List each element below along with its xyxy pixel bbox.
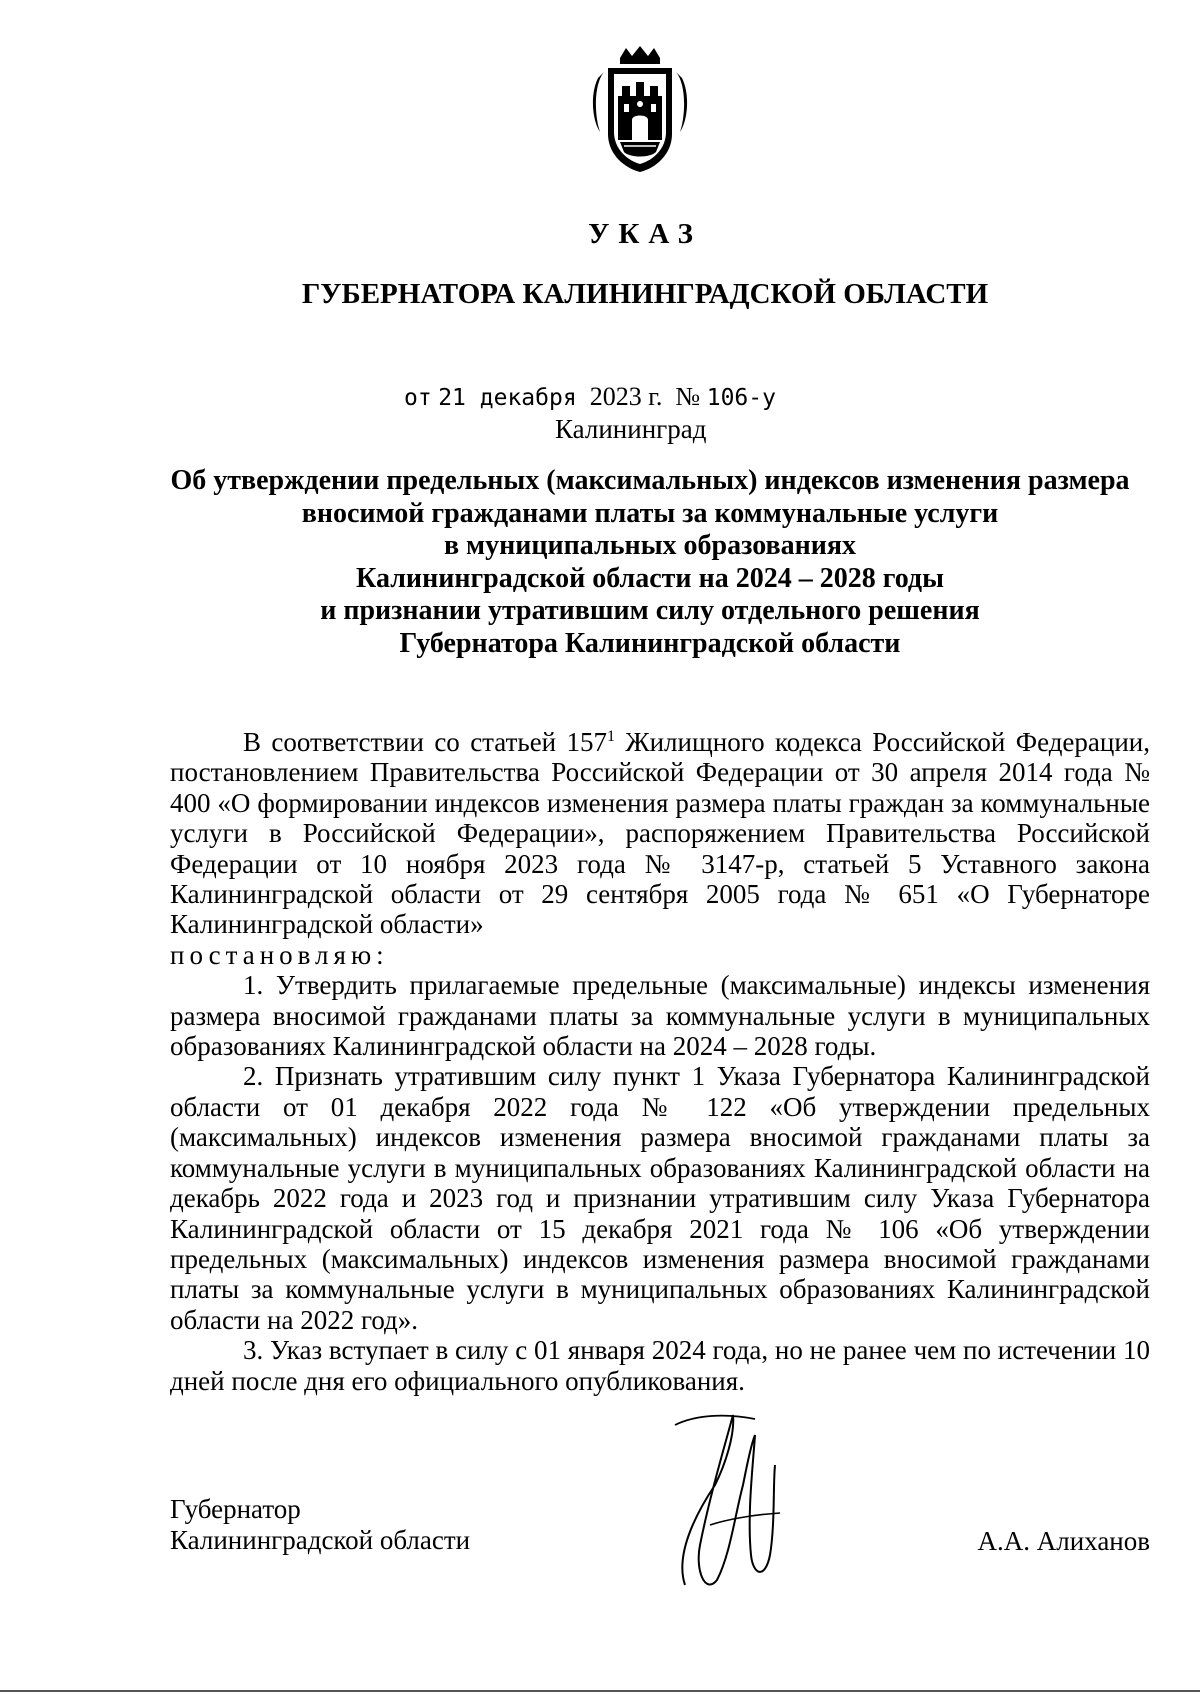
preamble-text-start: В соответствии со статьей 157 [243, 727, 608, 757]
item-2-paragraph: 2. Признать утратившим силу пункт 1 Указа Губернатора Калининградской области от 01 декабря 2022 года № 122 «Об утверждении предельных (максимальных) индексов изменения размера вносимой гражданами платы за коммунальные услуги в муниципальных образованиях Калининградской области на декабрь 2022 года и 2023 год и признании утратившим силу Указа Губернатора Калининградской области от 15 декабря 2021 года № 106 «Об утверждении предельных (максимальных) индексов изменения размера вносимой гражданами платы за коммунальные услуги в муниципальных образованиях Калининградской области на 2022 год». [170, 1061, 1150, 1335]
preamble-paragraph [170, 727, 1150, 940]
article-superscript: 1 [607, 728, 616, 745]
date-prefix: от [404, 385, 432, 411]
decree-body [170, 727, 1150, 1396]
signatory-name: А.А. Алиханов [977, 1526, 1150, 1556]
date-year: 2023 г. [589, 382, 663, 411]
coat-of-arms-emblem [590, 44, 690, 174]
item-1-paragraph: 1. Утвердить прилагаемые предельные (максимальные) индексы изменения размера вносимой гражданами платы за коммунальные услуги в муниципальных образованиях Калининградской области на 2024 – 2028 годы. [170, 970, 1150, 1062]
issuing-authority-title: ГУБЕРНАТОРА КАЛИНИНГРАДСКОЙ ОБЛАСТИ [301, 278, 989, 310]
preamble-text-end: Жилищного кодекса Российской Федерации, постановлением Правительства Российской Федерации от 30 апреля 2014 года № 400 «О формировании индексов изменения размера платы граждан за коммунальные услуги в Российской Федерации», распоряжением Правительства Российской Федерации от 10 ноября 2023 года № 3147-р, статьей 5 Уставного закона Калининградской области от 29 сентября 2005 года № 651 «О Губернаторе Калининградской области» [170, 727, 1150, 940]
subject-line: и признании утратившим силу отдельного решения [320, 595, 980, 626]
position-line-1: Губернатор [170, 1494, 301, 1524]
position-line-2: Калининградской области [170, 1525, 471, 1555]
handwritten-signature [655, 1405, 815, 1605]
subject-line: Об утверждении предельных (максимальных) индексов изменения размера [170, 465, 1130, 496]
date-day-month: 21 декабря [438, 385, 577, 411]
subject-line: Калининградской области на 2024 – 2028 годы [356, 562, 944, 594]
city-name: Калининград [555, 414, 707, 444]
document-type-title: УКАЗ [588, 218, 702, 250]
subject-line: Губернатора Калининградской области [399, 627, 901, 659]
number-prefix: № [675, 382, 701, 411]
subject-line: в муниципальных образованиях [443, 530, 857, 561]
subject-line: вносимой гражданами платы за коммунальные услуги [301, 497, 999, 529]
date-number-line [404, 382, 776, 412]
decree-number: 106-у [706, 385, 776, 411]
signatory-position [170, 1494, 470, 1556]
scan-edge-divider [0, 1690, 1200, 1692]
decree-word: постановляю: [170, 939, 389, 970]
item-3-paragraph: 3. Указ вступает в силу с 01 января 2024 года, но не ранее чем по истечении 10 дней после дня его официального опубликования. [170, 1335, 1150, 1396]
decree-subject-heading [150, 465, 1150, 660]
